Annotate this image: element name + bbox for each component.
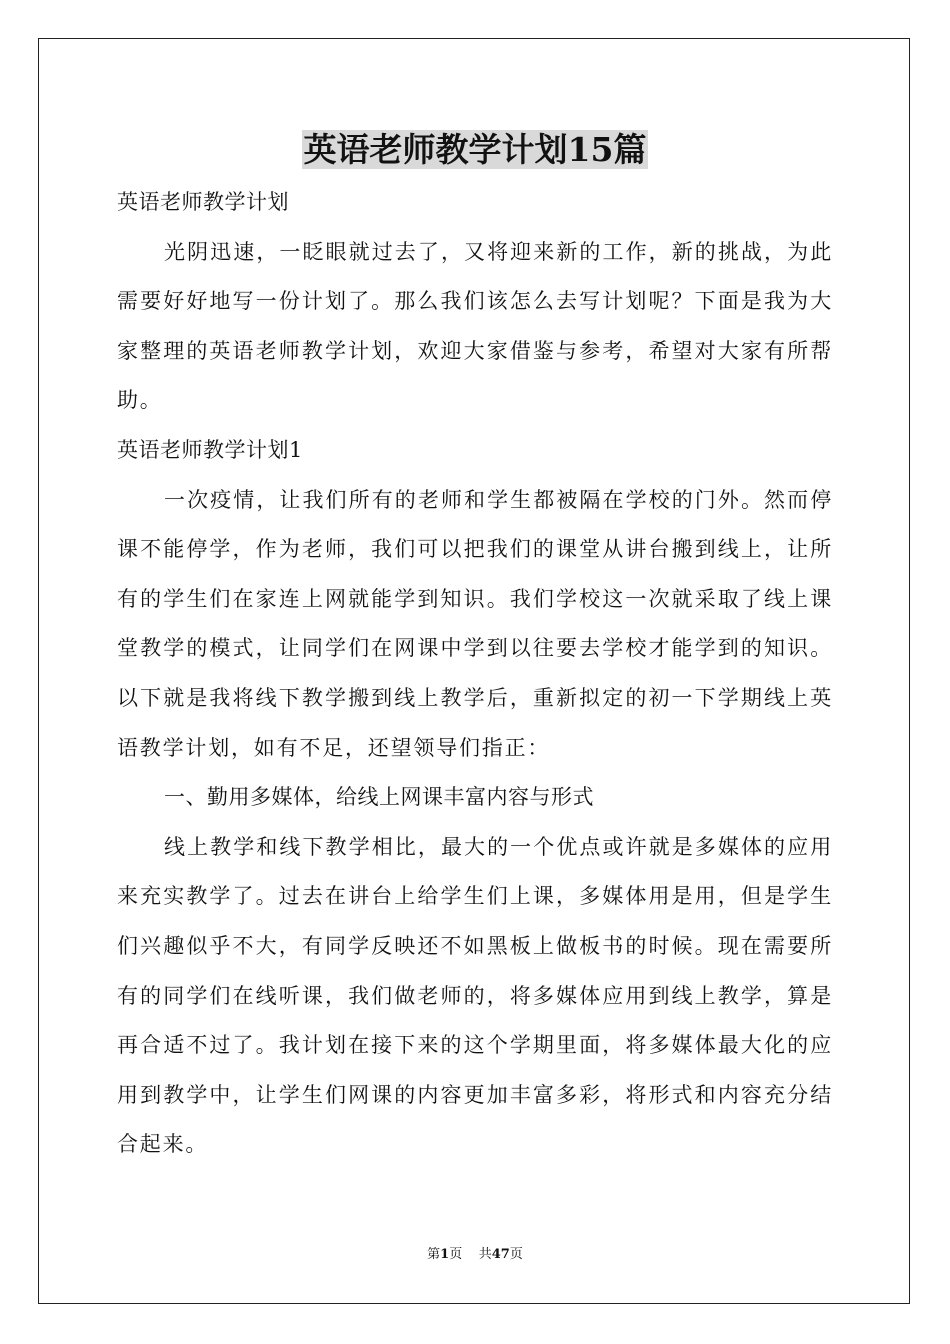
- footer-total-pages: 47: [491, 1247, 510, 1262]
- section-1-paragraph-1: 一次疫情，让我们所有的老师和学生都被隔在学校的门外。然而停课不能停学，作为老师，我们可以把我们的课堂从讲台搬到线上，让所有的学生们在家连上网就能学到知识。我们学校这一次就采取了线上课堂教学的模式，让同学们在网课中学到以往要去学校才能学到的知识。以下就是我将线下教学搬到线上教学后，重新拟定的初一下学期线上英语教学计划，如有不足，还望领导们指正：: [117, 487, 833, 760]
- document-body: [117, 178, 833, 1170]
- document-title-text: 英语老师教学计划15篇: [303, 130, 647, 169]
- section-1-subheading: 一、勤用多媒体，给线上网课丰富内容与形式: [164, 785, 594, 810]
- section-heading-1: 英语老师教学计划1: [117, 437, 303, 462]
- intro-paragraph: 光阴迅速，一眨眼就过去了，又将迎来新的工作，新的挑战，为此需要好好地写一份计划了。那么我们该怎么去写计划呢？下面是我为大家整理的英语老师教学计划，欢迎大家借鉴与参考，希望对大家有所帮助。: [117, 239, 833, 413]
- footer-total-suffix: 页: [509, 1247, 523, 1262]
- footer-page-number: 1: [440, 1247, 450, 1262]
- footer-page-prefix: 第: [427, 1247, 441, 1262]
- page-footer: [0, 1245, 950, 1265]
- document-subtitle: 英语老师教学计划: [117, 190, 289, 214]
- document-title: [0, 125, 950, 175]
- footer-total-prefix: 共: [478, 1247, 492, 1262]
- footer-page-suffix: 页: [449, 1247, 463, 1262]
- section-1-paragraph-2: 线上教学和线下教学相比，最大的一个优点或许就是多媒体的应用来充实教学了。过去在讲台上给学生们上课，多媒体用是用，但是学生们兴趣似乎不大，有同学反映还不如黑板上做板书的时候。现在需要所有的同学们在线听课，我们做老师的，将多媒体应用到线上教学，算是再合适不过了。我计划在接下来的这个学期里面，将多媒体最大化的应用到教学中，让学生们网课的内容更加丰富多彩，将形式和内容充分结合起来。: [117, 834, 833, 1157]
